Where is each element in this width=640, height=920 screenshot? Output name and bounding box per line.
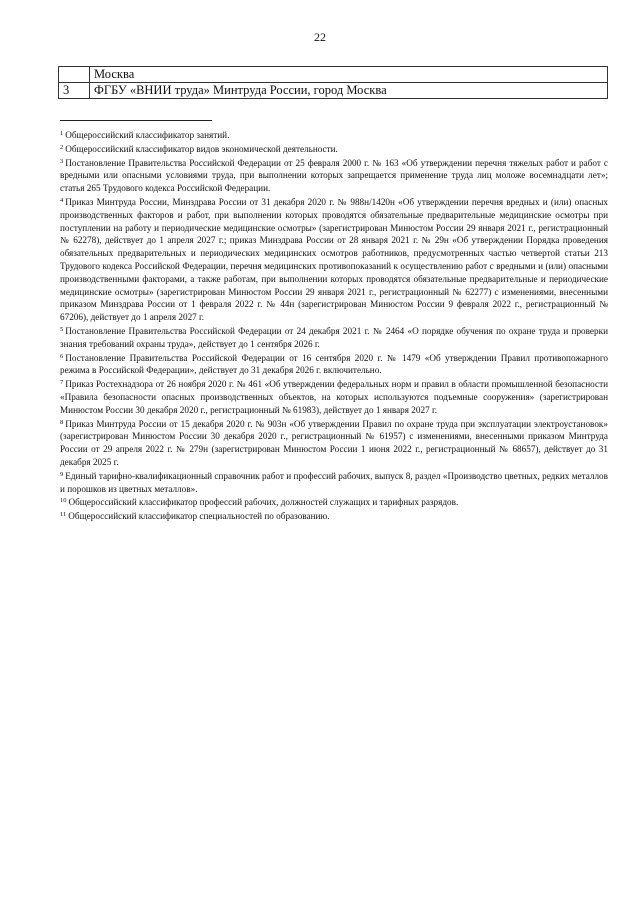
- table-cell-text: Москва: [90, 67, 608, 83]
- footnote-mark: 10: [60, 497, 67, 505]
- table-row: [59, 67, 608, 83]
- footnote-text: Общероссийский классификатор занятий.: [65, 130, 230, 140]
- footnote-text: Единый тарифно-квалификационный справочник работ и профессий рабочих, выпуск 8, раздел «Производство цветных, редких металлов и порошков из цветных металлов».: [60, 470, 608, 494]
- table-cell-text: ФГБУ «ВНИИ труда» Минтруда России, город Москва: [90, 83, 608, 99]
- footnote-text: Общероссийский классификатор видов экономической деятельности.: [65, 143, 338, 154]
- footnote-text: Приказ Ростехнадзора от 26 ноября 2020 г. № 461 «Об утверждении федеральных норм и правил в области промышленной безопасности «Правила безопасности опасных производственных объектов, на которых используются подъемные сооружения» (зарегистрирован Минюстом России 30 декабря 2020 г., регистрационный № 61983), действует до 1 января 2027 г.: [60, 379, 608, 415]
- footnote-separator: [60, 120, 212, 121]
- footnote-text: Постановление Правительства Российской Федерации от 24 декабря 2021 г. № 2464 «О порядке обучения по охране труда и проверки знания требований охраны труда», действует до 1 сентября 2026 г.: [60, 325, 608, 349]
- table-cell-number: 3: [59, 83, 90, 99]
- footnote-mark: 11: [60, 511, 67, 519]
- footnote-text: Постановление Правительства Российской Федерации от 16 сентября 2020 г. № 1479 «Об утверждении Правил противопожарного режима в Российской Федерации», действует до 31 декабря 2026 г. включительно.: [60, 352, 608, 376]
- footnote: [60, 469, 608, 496]
- organizations-table: [58, 66, 608, 99]
- footnote-mark: 4: [60, 196, 64, 204]
- footnote: [60, 128, 608, 142]
- footnote: [60, 351, 608, 378]
- footnote-text: Постановление Правительства Российской Федерации от 25 февраля 2000 г. № 163 «Об утверждении перечня тяжелых работ и работ с вредными или опасными условиями труда, при выполнении которых запрещается применение труда лиц моложе восемнадцати лет»; статья 265 Трудового кодекса Российской Федерации.: [60, 157, 608, 194]
- footnote: [60, 195, 608, 324]
- footnote-text: Приказ Минтруда России от 15 декабря 2020 г. № 903н «Об утверждении Правил по охране труда при эксплуатации электроустановок» (зарегистрирован Минюстом России 30 декабря 2020 г., регистрационный № 61957) с изменениями, внесенными приказом Минтруда России от 29 апреля 2022 г. № 279н (зарегистрирован Минюстом России 1 июня 2022 г., регистрационный № 68657), действует до 31 декабря 2025 г.: [60, 418, 608, 467]
- footnote: [60, 495, 608, 509]
- footnote: [60, 509, 608, 523]
- page-number: 22: [314, 30, 326, 44]
- footnote: [60, 156, 608, 195]
- footnotes: [60, 128, 608, 523]
- footnote-text: Общероссийский классификатор специальностей по образованию.: [68, 511, 330, 522]
- footnote-mark: 8: [60, 418, 64, 426]
- footnote-mark: 9: [60, 470, 64, 478]
- footnote-text: Общероссийский классификатор профессий рабочих, должностей служащих и тарифных разрядов.: [68, 497, 459, 508]
- footnote: [60, 324, 608, 351]
- footnote: [60, 417, 608, 469]
- footnote-mark: 1: [60, 130, 64, 137]
- footnote: [60, 142, 608, 156]
- footnote-mark: 2: [60, 143, 64, 151]
- footnote-mark: 3: [60, 157, 64, 165]
- table-row: [59, 83, 608, 99]
- footnote-text: Приказ Минтруда России, Минздрава России от 31 декабря 2020 г. № 988н/1420н «Об утверждении перечня вредных и (или) опасных производственных факторов и работ, при выполнении которых проводятся обязательные предварительные медицинские осмотры при поступлении на работу и периодические медицинские осмотры» (зарегистрирован Минюстом России 29 января 2021 г., регистрационный № 62278), действует до 1 апреля 2027 г.; приказ Минздрава России от 28 января 2021 г. № 29н «Об утверждении Порядка проведения обязательных предварительных и периодических медицинских осмотров работников, предусмотренных частью четвертой статьи 213 Трудового кодекса Российской Федерации, перечня медицинских противопоказаний к осуществлению работ с вредными и (или) опасными производственными факторами, а также работам, при выполнении которых проводятся обязательные предварительные и периодические медицинские осмотры» (зарегистрирован Минюстом России 29 января 2021 г., регистрационный № 62277) с изменениями, внесенными приказом Минздрава России от 1 февраля 2022 г. № 44н (зарегистрирован Минюстом России 9 февраля 2022 г., регистрационный № 67206), действует до 1 апреля 2027 г.: [60, 196, 608, 323]
- footnote-mark: 7: [60, 379, 64, 387]
- footnote: [60, 377, 608, 416]
- footnote-mark: 5: [60, 325, 64, 333]
- table-cell-number: [59, 67, 90, 83]
- footnote-mark: 6: [60, 352, 64, 360]
